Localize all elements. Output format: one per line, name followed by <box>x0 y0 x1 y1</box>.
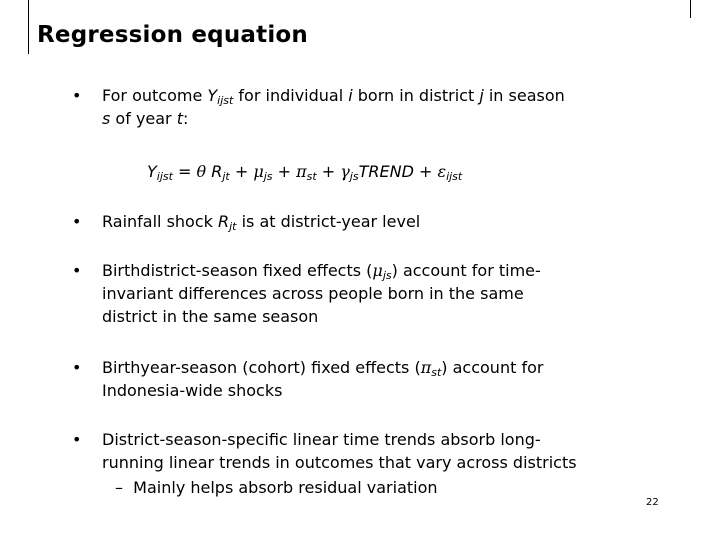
page-number: 22 <box>646 497 659 508</box>
bullet-text: For outcome $Y_{ijst}$ for individual i born in district j in season s of year t: <box>102 86 565 128</box>
sub-bullet-text: Mainly helps absorb residual variation <box>133 478 438 497</box>
bullet-text: Rainfall shock $R_{jt}$ is at district-year level <box>102 212 421 233</box>
bullet-dot: • <box>72 358 82 377</box>
title-left-rule <box>28 0 29 54</box>
bullet-text: Birthdistrict-season fixed effects $(\mu_{js})$ account for time- invariant differences across people born in the same district in the same season <box>102 261 541 326</box>
bullet-text: Birthyear-season (cohort) fixed effects $(\pi_{st})$ account for Indonesia-wide shocks <box>102 358 544 400</box>
title-right-rule <box>690 0 691 18</box>
bullet-dot: • <box>72 212 82 231</box>
sub-bullet-dash: – <box>115 478 123 497</box>
regression-equation: $Y_{ijst} = \theta$ $R_{jt} + \mu_{js} + \pi_{st}$ + $\gamma_{js}TREND + \varepsilon_{ijst}$ <box>147 162 463 183</box>
sub-bullet-residual <box>115 476 438 499</box>
bullet-text: District-season-specific linear time trends absorb long- running linear trends in outcomes that vary across districts <box>102 430 577 472</box>
bullet-dot: • <box>72 261 82 280</box>
slide-title: Regression equation <box>37 22 308 48</box>
bullet-dot: • <box>72 86 82 105</box>
bullet-dot: • <box>72 430 82 449</box>
